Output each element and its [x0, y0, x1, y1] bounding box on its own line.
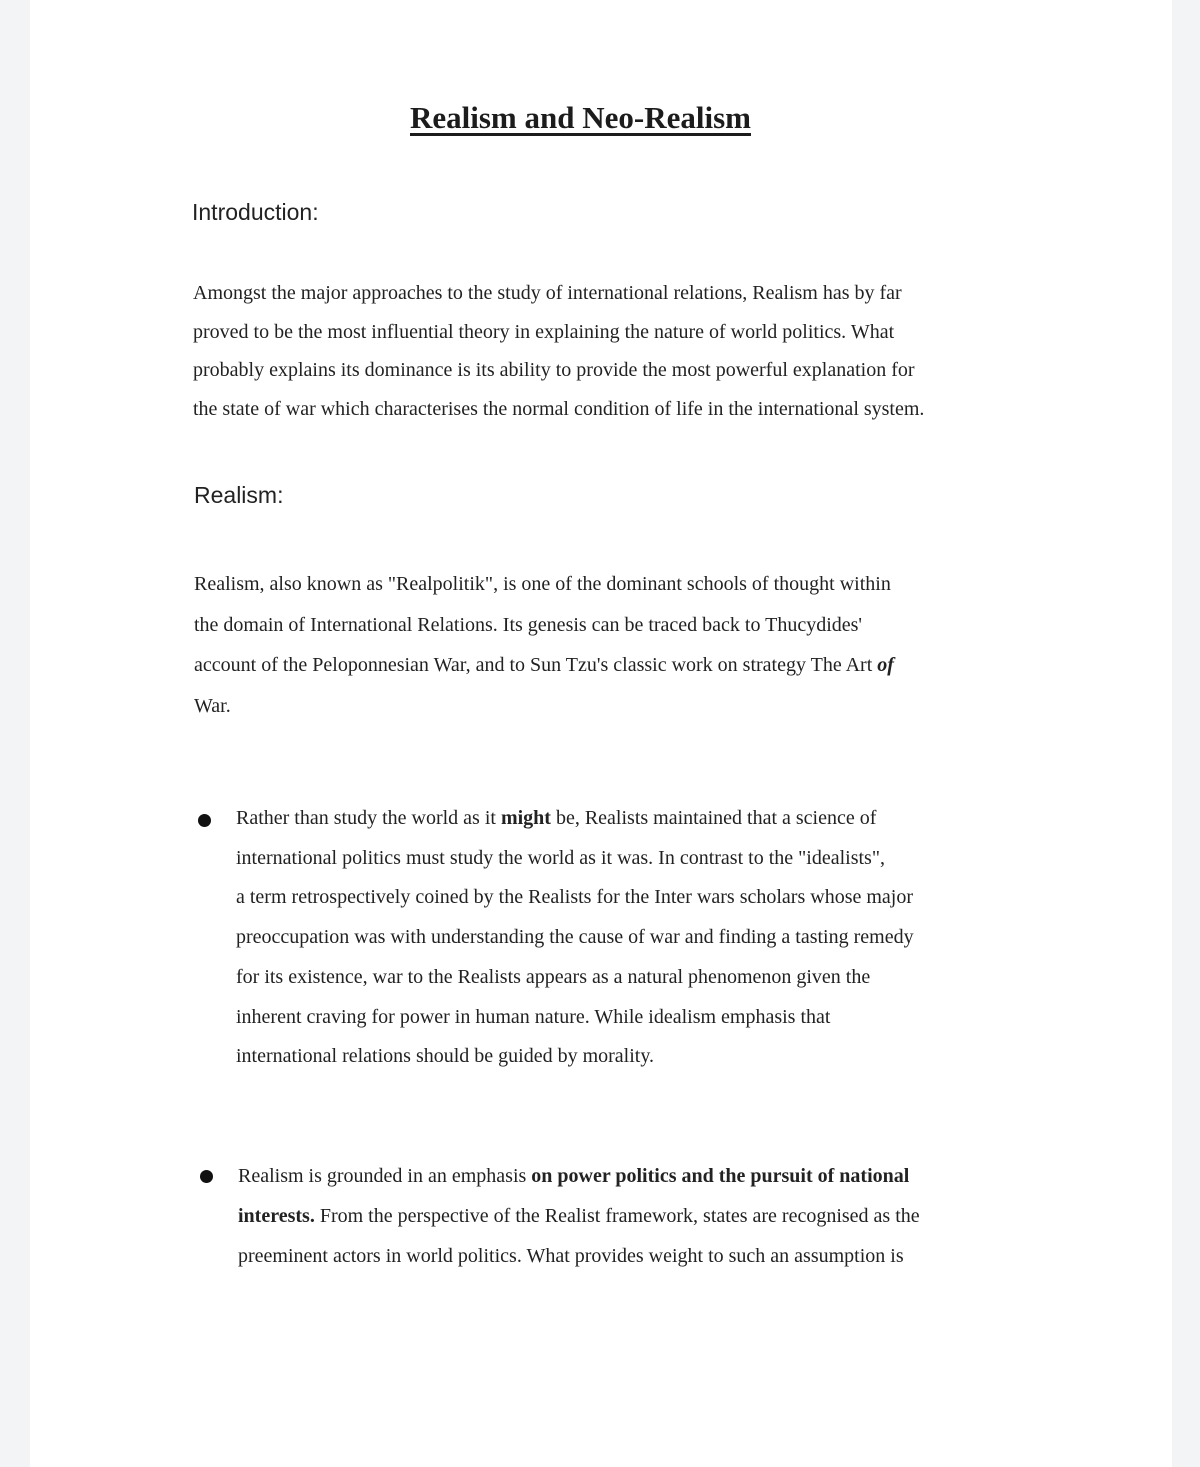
line-text: be, Realists maintained that a science of [550, 807, 877, 829]
paragraph-line: Realism, also known as "Realpolitik", is one of the dominant schools of thought within [194, 573, 891, 595]
paragraph-line: proved to be the most influential theory in explaining the nature of world politics. What [193, 320, 895, 343]
bullet-line [238, 1196, 920, 1236]
paragraph-line [194, 645, 894, 686]
bullet-line: inherent craving for power in human nature. While idealism emphasis that [236, 1005, 831, 1028]
line-text: account of the Peloponnesian War, and to Sun Tzu's classic work on strategy The Art [194, 654, 878, 676]
bold-text: interests. [238, 1205, 315, 1227]
document-title: Realism and Neo-Realism [410, 100, 751, 135]
emphasis-text: of [877, 654, 894, 676]
bullet-line: international relations should be guided by morality. [236, 1045, 655, 1068]
line-text: From the perspective of the Realist framework, states are recognised as the [314, 1205, 920, 1227]
line-text: Realism is grounded in an emphasis [238, 1165, 532, 1187]
bullet-line [238, 1156, 920, 1196]
paragraph-line: probably explains its dominance is its ability to provide the most powerful explanation for [193, 359, 915, 381]
document-page [30, 0, 1172, 1467]
bold-text: might [500, 807, 551, 829]
realism-paragraph [194, 564, 894, 726]
paragraph-line: the state of war which characterises the normal condition of life in the international system. [193, 397, 925, 420]
line-text: Rather than study the world as it [236, 807, 501, 829]
realism-heading: Realism: [194, 482, 284, 508]
bullet-line: a term retrospectively coined by the Realists for the Inter wars scholars whose major [236, 886, 914, 909]
bullet-text [236, 799, 914, 1077]
bold-text: on power politics and the pursuit of national [531, 1165, 910, 1187]
bullet-icon [198, 814, 211, 827]
paragraph-line: the domain of International Relations. Its genesis can be traced back to Thucydides' [194, 613, 863, 636]
bullet-line [236, 799, 914, 839]
paragraph-line: War. [194, 694, 231, 717]
bullet-text [238, 1156, 920, 1276]
bullet-line: preoccupation was with understanding the cause of war and finding a tasting remedy [236, 926, 914, 949]
bullet-line: for its existence, war to the Realists appears as a natural phenomenon given the [236, 965, 871, 988]
bullet-line: international politics must study the world as it was. In contrast to the "idealists", [236, 846, 886, 869]
introduction-heading: Introduction: [192, 199, 319, 225]
bullet-line: preeminent actors in world politics. What provides weight to such an assumption is [238, 1245, 904, 1267]
introduction-paragraph [193, 274, 924, 428]
paragraph-line: Amongst the major approaches to the study of international relations, Realism has by far [193, 282, 902, 304]
bullet-icon [200, 1170, 213, 1183]
